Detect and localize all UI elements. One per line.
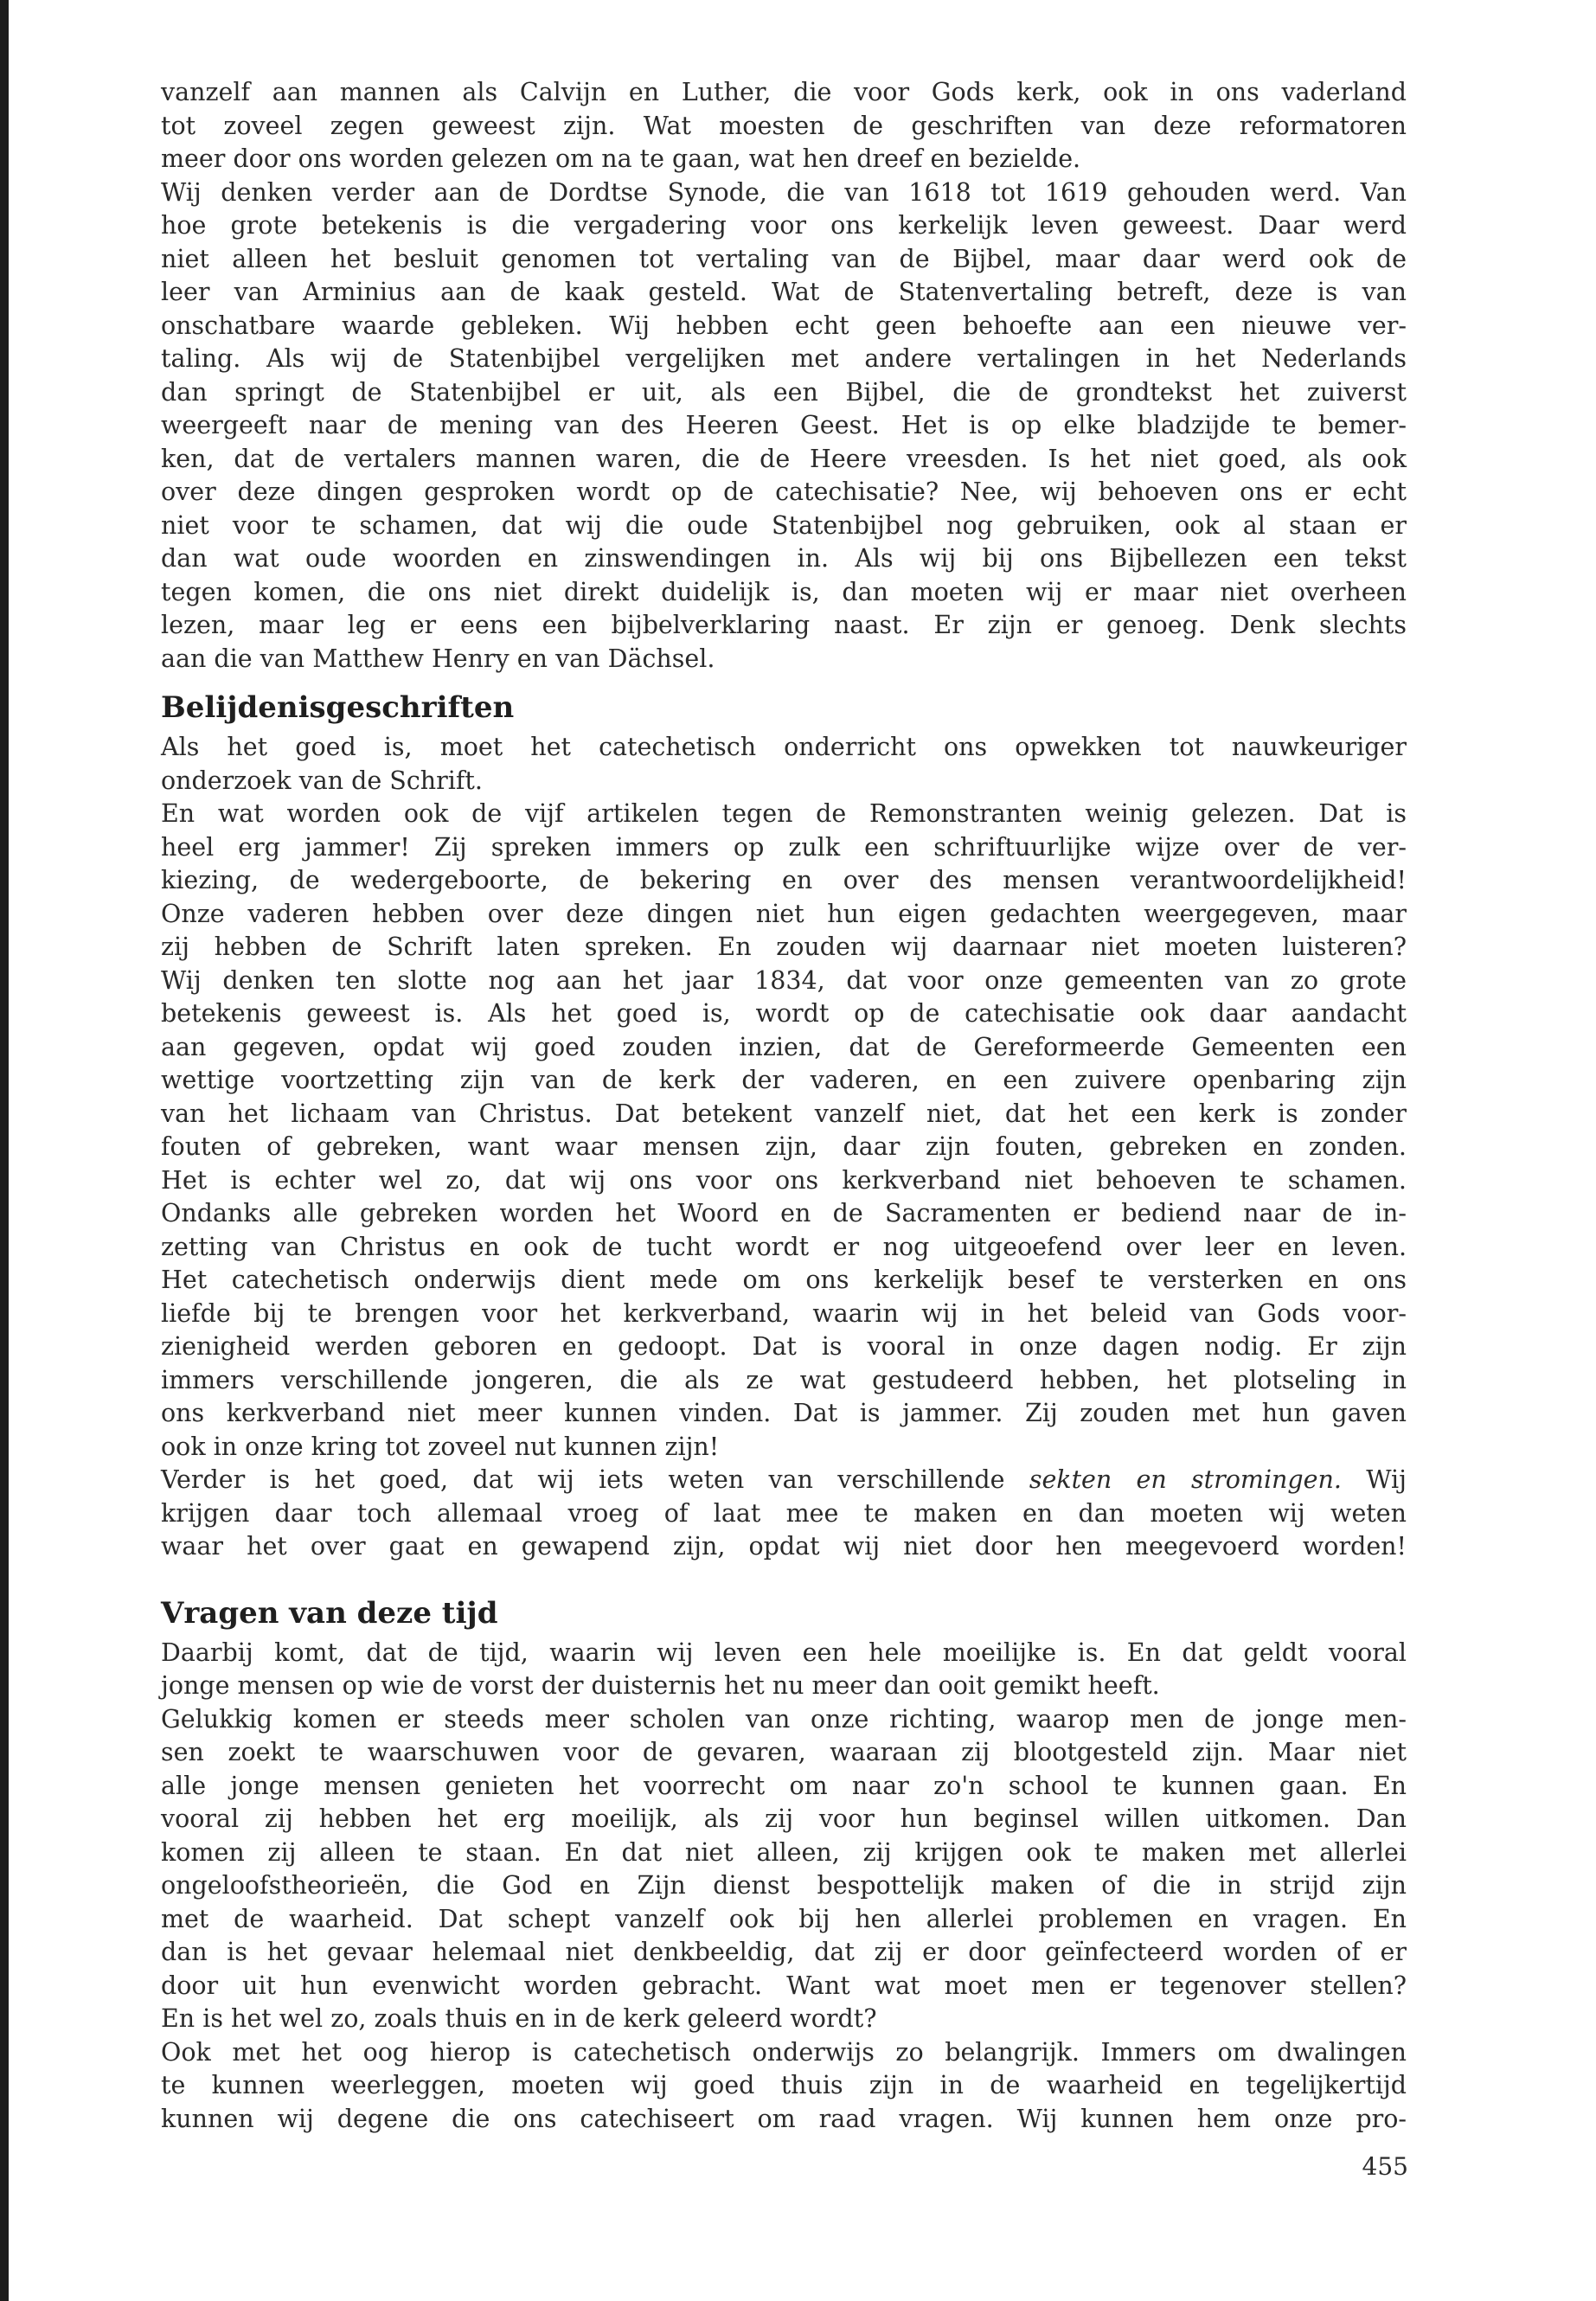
text-line: onderzoek van de Schrift. xyxy=(161,766,483,795)
text-line: tegen komen, die ons niet direkt duidelijk is, dan moeten wij er maar niet overheen xyxy=(161,577,1407,606)
text-line: betekenis geweest is. Als het goed is, wordt op de catechisatie ook daar aandacht xyxy=(161,999,1407,1028)
text-run: Verder is het goed, dat wij iets weten van verschillende xyxy=(161,1465,1029,1494)
text-line: door uit hun evenwicht worden gebracht. Want wat moet men er tegenover stellen? xyxy=(161,1971,1407,2000)
text-line: met de waarheid. Dat schept vanzelf ook bij hen allerlei problemen en vragen. En xyxy=(161,1904,1407,1933)
section-heading-belijdenisgeschriften: Belijdenisgeschriften xyxy=(161,690,515,725)
text-line: fouten of gebreken, want waar mensen zijn, daar zijn fouten, gebreken en zonden. xyxy=(161,1132,1407,1161)
text-line: immers verschillende jongeren, die als ze wat gestudeerd hebben, het plotseling in xyxy=(161,1365,1407,1394)
text-line: ook in onze kring tot zoveel nut kunnen zijn! xyxy=(161,1432,720,1461)
section-heading-vragen-van-deze-tijd: Vragen van deze tijd xyxy=(161,1595,498,1631)
text-line: Onze vaderen hebben over deze dingen niet hun eigen gedachten weergegeven, maar xyxy=(161,899,1407,928)
text-line: Gelukkig komen er steeds meer scholen van onze richting, waarop men de jonge men- xyxy=(161,1704,1407,1734)
text-line: onschatbare waarde gebleken. Wij hebben echt geen behoefte aan een nieuwe ver- xyxy=(161,311,1407,340)
text-line: ons kerkverband niet meer kunnen vinden. Dat is jammer. Zij zouden met hun gaven xyxy=(161,1399,1407,1427)
text-line: aan die van Matthew Henry en van Dächsel. xyxy=(161,644,715,673)
section-2 xyxy=(161,731,1407,1564)
text-line: van het lichaam van Christus. Dat betekent vanzelf niet, dat het een kerk is zonder xyxy=(161,1099,1407,1128)
text-line: wettige voortzetting zijn van de kerk der vaderen, en een zuivere openbaring zijn xyxy=(161,1066,1407,1094)
text-line: niet alleen het besluit genomen tot vertaling van de Bijbel, maar daar werd ook de xyxy=(161,244,1407,273)
text-line: ongeloofstheorieën, die God en Zijn dienst bespottelijk maken of die in strijd zijn xyxy=(161,1871,1407,1900)
text-line: zij hebben de Schrift laten spreken. En zouden wij daarnaar niet moeten luisteren? xyxy=(161,933,1407,961)
page-number: 455 xyxy=(1362,2152,1408,2181)
text-line: zienigheid werden geboren en gedoopt. Dat is vooral in onze dagen nodig. Er zijn xyxy=(161,1332,1407,1361)
text-line: komen zij alleen te staan. En dat niet alleen, zij krijgen ook te maken met allerlei xyxy=(161,1837,1407,1867)
text-line: tot zoveel zegen geweest zijn. Wat moesten de geschriften van deze reformatoren xyxy=(161,111,1407,140)
text-line: hoe grote betekenis is die vergadering voor ons kerkelijk leven geweest. Daar werd xyxy=(161,211,1407,240)
text-line: Als het goed is, moet het catechetisch onderricht ons opwekken tot nauwkeuriger xyxy=(161,733,1407,761)
text-line: heel erg jammer! Zij spreken immers op zulk een schriftuurlijke wijze over de ver- xyxy=(161,832,1407,862)
text-line: Het catechetisch onderwijs dient mede om ons kerkelijk besef te versterken en ons xyxy=(161,1266,1407,1294)
section-1 xyxy=(161,76,1407,676)
text-line: taling. Als wij de Statenbijbel vergelijken met andere vertalingen in het Nederlands xyxy=(161,344,1407,373)
text-line: Wij denken verder aan de Dordtse Synode, die van 1618 tot 1619 gehouden werd. Van xyxy=(161,177,1407,207)
text-line: leer van Arminius aan de kaak gesteld. Wat de Statenvertaling betreft, deze is van xyxy=(161,278,1407,306)
text-line: zetting van Christus en ook de tucht wordt er nog uitgeoefend over leer en leven. xyxy=(161,1232,1407,1261)
text-line: sen zoekt te waarschuwen voor de gevaren, waaraan zij blootgesteld zijn. Maar niet xyxy=(161,1738,1407,1766)
text-line: Ook met het oog hierop is catechetisch onderwijs zo belangrijk. Immers om dwalingen xyxy=(161,2037,1407,2067)
text-line: Wij denken ten slotte nog aan het jaar 1834, dat voor onze gemeenten van zo grote xyxy=(161,965,1407,995)
text-line: vanzelf aan mannen als Calvijn en Luther, die voor Gods kerk, ook in ons vaderland xyxy=(161,78,1407,106)
text-line: Het is echter wel zo, dat wij ons voor ons kerkverband niet behoeven te schamen. xyxy=(161,1165,1407,1195)
text-line: En is het wel zo, zoals thuis en in de kerk geleerd wordt? xyxy=(161,2004,877,2033)
text-line: ken, dat de vertalers mannen waren, die de Heere vreesden. Is het niet goed, als ook xyxy=(161,444,1407,473)
text-line: jonge mensen op wie de vorst der duisternis het nu meer dan ooit gemikt heeft. xyxy=(161,1671,1160,1700)
text-line: kiezing, de wedergeboorte, de bekering en over des mensen verantwoordelijkheid! xyxy=(161,866,1407,894)
text-line: alle jonge mensen genieten het voorrecht om naar zo'n school te kunnen gaan. En xyxy=(161,1771,1407,1800)
text-line: Ondanks alle gebreken worden het Woord en de Sacramenten er bediend naar de in- xyxy=(161,1199,1407,1227)
text-run: Wij xyxy=(1341,1465,1407,1494)
text-line: dan wat oude woorden en zinswendingen in. Als wij bij ons Bijbellezen een tekst xyxy=(161,544,1407,573)
emphasis-sekten: sekten en stromingen. xyxy=(1029,1465,1342,1494)
text-line: liefde bij te brengen voor het kerkverband, waarin wij in het beleid van Gods voor- xyxy=(161,1298,1407,1328)
text-line: meer door ons worden gelezen om na te gaan, wat hen dreef en bezielde. xyxy=(161,144,1081,173)
text-line: aan gegeven, opdat wij goed zouden inzien, dat de Gereformeerde Gemeenten een xyxy=(161,1032,1407,1061)
text-line: kunnen wij degene die ons catechiseert om raad vragen. Wij kunnen hem onze pro- xyxy=(161,2104,1407,2133)
text-line: krijgen daar toch allemaal vroeg of laat mee te maken en dan moeten wij weten xyxy=(161,1498,1407,1528)
text-line: Daarbij komt, dat de tijd, waarin wij leven een hele moeilijke is. En dat geldt vooral xyxy=(161,1638,1407,1667)
text-line: te kunnen weerleggen, moeten wij goed thuis zijn in de waarheid en tegelijkertijd xyxy=(161,2071,1407,2099)
page-text xyxy=(161,76,1407,2136)
text-line: vooral zij hebben het erg moeilijk, als zij voor hun beginsel willen uitkomen. Dan xyxy=(161,1804,1407,1833)
text-line: niet voor te schamen, dat wij die oude Statenbijbel nog gebruiken, ook al staan er xyxy=(161,510,1407,540)
section-3 xyxy=(161,1637,1407,2137)
text-line-with-emphasis xyxy=(161,1464,1407,1497)
text-line: waar het over gaat en gewapend zijn, opdat wij niet door hen meegevoerd worden! xyxy=(161,1532,1407,1561)
text-line: En wat worden ook de vijf artikelen tegen de Remonstranten weinig gelezen. Dat is xyxy=(161,799,1407,828)
text-line: lezen, maar leg er eens een bijbelverklaring naast. Er zijn er genoeg. Denk slechts xyxy=(161,611,1407,639)
text-line: over deze dingen gesproken wordt op de catechisatie? Nee, wij behoeven ons er echt xyxy=(161,478,1407,506)
text-line: dan springt de Statenbijbel er uit, als een Bijbel, die de grondtekst het zuiverst xyxy=(161,377,1407,407)
text-line: weergeeft naar de mening van des Heeren Geest. Het is op elke bladzijde te bemer- xyxy=(161,411,1407,439)
text-line: dan is het gevaar helemaal niet denkbeeldig, dat zij er door geïnfecteerd worden of er xyxy=(161,1938,1407,1966)
scan-left-edge xyxy=(0,0,9,2301)
